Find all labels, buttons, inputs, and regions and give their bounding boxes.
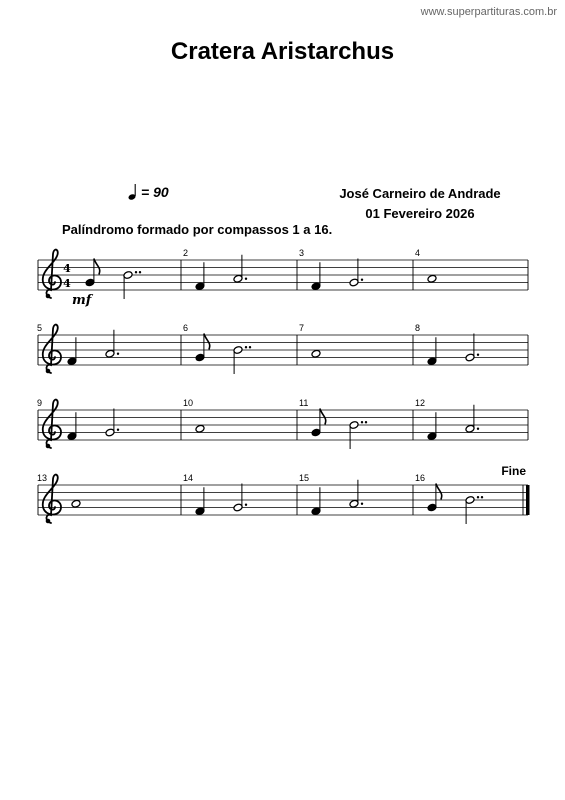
note-b4 [195, 424, 205, 433]
measure-number: 6 [183, 323, 189, 333]
note-dot [249, 346, 251, 348]
notehead [311, 349, 321, 358]
note-flag [204, 334, 210, 350]
measure-number: 15 [299, 473, 310, 483]
fine-marking: Fine [501, 464, 526, 478]
measure-number: 5 [37, 323, 43, 333]
note-g4 [427, 337, 437, 365]
measure [415, 323, 479, 366]
composer-name: José Carneiro de Andrade [339, 186, 501, 201]
measure [415, 473, 483, 524]
time-signature-bottom: 4 [63, 277, 71, 290]
note-dot [361, 279, 363, 281]
dynamic-marking: mf [72, 293, 92, 308]
note-dot [365, 421, 367, 423]
measure-number: 16 [415, 473, 426, 483]
note-g4 [311, 487, 321, 515]
note-g4 [195, 487, 205, 515]
note-b4 [465, 405, 479, 433]
note-dot [117, 429, 119, 431]
note-dot [361, 503, 363, 505]
measure [415, 398, 479, 441]
measure-number: 13 [37, 473, 48, 483]
measure-number: 12 [415, 398, 426, 408]
note-dot [245, 346, 247, 348]
notehead [71, 499, 81, 508]
measure [299, 248, 363, 291]
tempo-value: = 90 [141, 184, 169, 200]
staff-system [38, 248, 528, 308]
note-dot [245, 278, 247, 280]
measure [183, 248, 247, 291]
measure-number: 14 [183, 473, 194, 483]
note-dot [477, 354, 479, 356]
measure-number: 11 [299, 398, 309, 408]
measure-number: 9 [37, 398, 43, 408]
notehead [195, 424, 205, 433]
treble-clef-icon [43, 325, 61, 374]
note-dot [117, 353, 119, 355]
time-signature-top: 4 [63, 262, 71, 275]
measure [299, 398, 367, 449]
measure [183, 398, 205, 433]
note-g4 [67, 412, 77, 440]
measure-number: 4 [415, 248, 421, 258]
note-b4 [427, 274, 437, 283]
site-url[interactable]: www.superpartituras.com.br [420, 6, 557, 18]
note-flag [436, 484, 442, 500]
measure [71, 499, 81, 508]
composition-date: 01 Fevereiro 2026 [365, 206, 475, 221]
note-b4 [311, 349, 321, 358]
note-dot [135, 271, 137, 273]
staff-system [37, 464, 530, 524]
note-g4 [67, 337, 77, 365]
note-flag [320, 409, 326, 425]
note-b4 [349, 480, 363, 508]
note-g4 [195, 262, 205, 290]
final-barline [526, 485, 530, 515]
note-dot [361, 421, 363, 423]
measure [299, 323, 321, 358]
page-title: Cratera Aristarchus [170, 38, 395, 65]
measure [183, 323, 251, 374]
measure [67, 409, 119, 441]
measure-number: 10 [183, 398, 194, 408]
measure [299, 473, 363, 516]
note-flag [94, 259, 100, 275]
measure-number: 8 [415, 323, 421, 333]
treble-clef-icon [43, 400, 61, 449]
treble-clef-icon [43, 250, 61, 299]
note-dot [477, 496, 479, 498]
note-dot [245, 504, 247, 506]
notehead [427, 274, 437, 283]
note-b4 [105, 330, 119, 358]
staff-system [37, 323, 528, 374]
score-subtitle: Palíndromo formado por compassos 1 a 16. [62, 222, 333, 237]
note-b4 [233, 255, 247, 283]
measure-number: 2 [183, 248, 189, 258]
note-g4 [311, 262, 321, 290]
measure-number: 3 [299, 248, 305, 258]
note-dot [139, 271, 141, 273]
note-g4 [427, 412, 437, 440]
note-dot [477, 428, 479, 430]
measure-number: 7 [299, 323, 305, 333]
note-b4 [71, 499, 81, 508]
measure [183, 473, 247, 516]
staff-system [37, 398, 528, 449]
measure [415, 248, 437, 283]
measure [85, 259, 141, 300]
note-dot [481, 496, 483, 498]
